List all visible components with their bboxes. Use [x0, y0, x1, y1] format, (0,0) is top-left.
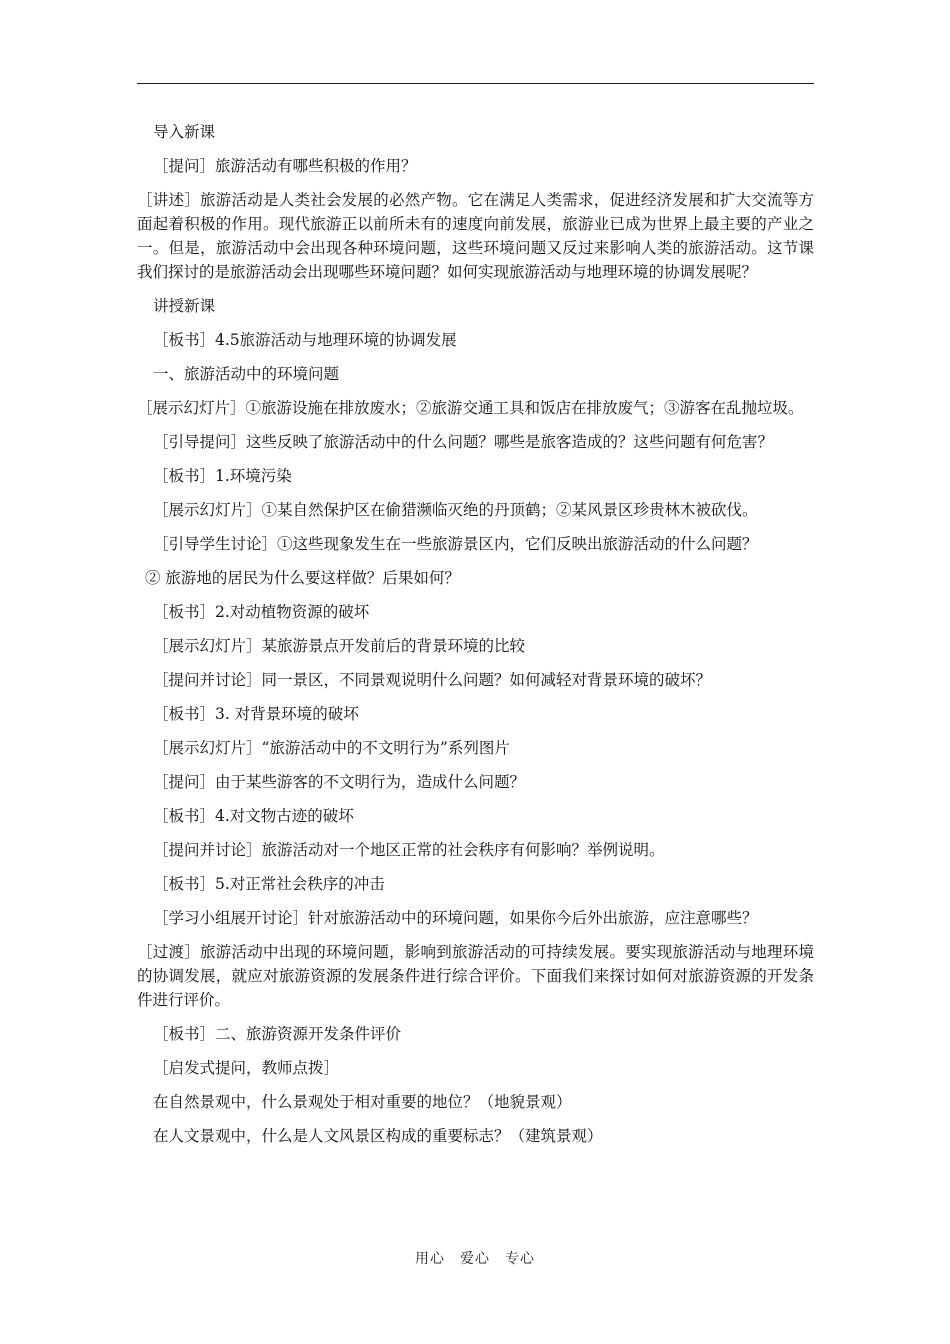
paragraph-cultural-landscape: 在人文景观中，什么是人文风景区构成的重要标志？（建筑景观）	[153, 1127, 603, 1145]
paragraph-heuristic-question: ［启发式提问，教师点拨］	[153, 1059, 340, 1077]
paragraph-board-flora-fauna: ［板书］2.对动植物资源的破坏	[153, 603, 370, 621]
paragraph-slides-behavior: ［展示幻灯片］“旅游活动中的不文明行为”系列图片	[153, 739, 510, 757]
paragraph-discussion-item-2: ② 旅游地的居民为什么要这样做？后果如何？	[145, 569, 460, 587]
paragraph-board-evaluation: ［板书］二、旅游资源开发条件评价	[153, 1025, 402, 1043]
paragraph-question: ［提问］旅游活动有哪些积极的作用？	[153, 157, 417, 175]
paragraph-slides-pollution: ［展示幻灯片］①旅游设施在排放废水；②旅游交通工具和饭店在排放废气；③游客在乱抛垃圾。	[137, 399, 804, 417]
paragraph-board-pollution: ［板书］1.环境污染	[153, 467, 292, 485]
paragraph-student-discussion: ［引导学生讨论］①这些现象发生在一些旅游景区内，它们反映出旅游活动的什么问题？	[153, 535, 758, 553]
paragraph-group-discussion: ［学习小组展开讨论］针对旅游活动中的环境问题，如果你今后外出旅游，应注意哪些？	[153, 909, 758, 927]
paragraph-narration: ［讲述］旅游活动是人类社会发展的必然产物。它在满足人类需求，促进经济发展和扩大交流等方面起着积极的作用。现代旅游正以前所未有的速度向前发展，旅游业已成为世界上最主要的产业之一。但是，旅游活动中会出现各种环境问题，这些环境问题又反过来影响人类的旅游活动。这节课我们探讨的是旅游活动会出现哪些环境问题？如何实现旅游活动与地理环境的协调发展呢？	[137, 191, 814, 281]
paragraph-slides-wildlife: ［展示幻灯片］①某自然保护区在偷猎濒临灭绝的丹顶鹤；②某风景区珍贵林木被砍伐。	[153, 501, 758, 519]
document-body	[137, 120, 814, 1158]
paragraph-board-background: ［板书］3. 对背景环境的破坏	[153, 705, 359, 723]
paragraph-transition: ［过渡］旅游活动中出现的环境问题，影响到旅游活动的可持续发展。要实现旅游活动与地理环境的协调发展，就应对旅游资源的发展条件进行综合评价。下面我们来探讨如何对旅游资源的开发条件进行评价。	[137, 943, 814, 1009]
paragraph-question-social: ［提问并讨论］旅游活动对一个地区正常的社会秩序有何影响？举例说明。	[153, 841, 665, 859]
page-footer: 用心 爱心 专心	[415, 1251, 535, 1267]
section-heading-intro: 导入新课	[153, 123, 216, 141]
section-heading-environment-problems: 一、旅游活动中的环境问题	[153, 365, 340, 383]
paragraph-natural-landscape: 在自然景观中，什么景观处于相对重要的地位？（地貌景观）	[153, 1093, 572, 1111]
header-rule	[137, 83, 814, 84]
paragraph-board-social: ［板书］5.对正常社会秩序的冲击	[153, 875, 385, 893]
section-heading-new-lesson: 讲授新课	[153, 297, 216, 315]
paragraph-guided-question: ［引导提问］这些反映了旅游活动中的什么问题？哪些是旅客造成的？这些问题有何危害？	[153, 433, 774, 451]
paragraph-slides-background: ［展示幻灯片］某旅游景点开发前后的背景环境的比较	[153, 637, 526, 655]
paragraph-board-heritage: ［板书］4.对文物古迹的破坏	[153, 807, 354, 825]
paragraph-board-title: ［板书］4.5旅游活动与地理环境的协调发展	[153, 331, 457, 349]
paragraph-question-background: ［提问并讨论］同一景区，不同景观说明什么问题？如何减轻对背景环境的破坏？	[153, 671, 712, 689]
paragraph-question-behavior: ［提问］由于某些游客的不文明行为，造成什么问题？	[153, 773, 526, 791]
